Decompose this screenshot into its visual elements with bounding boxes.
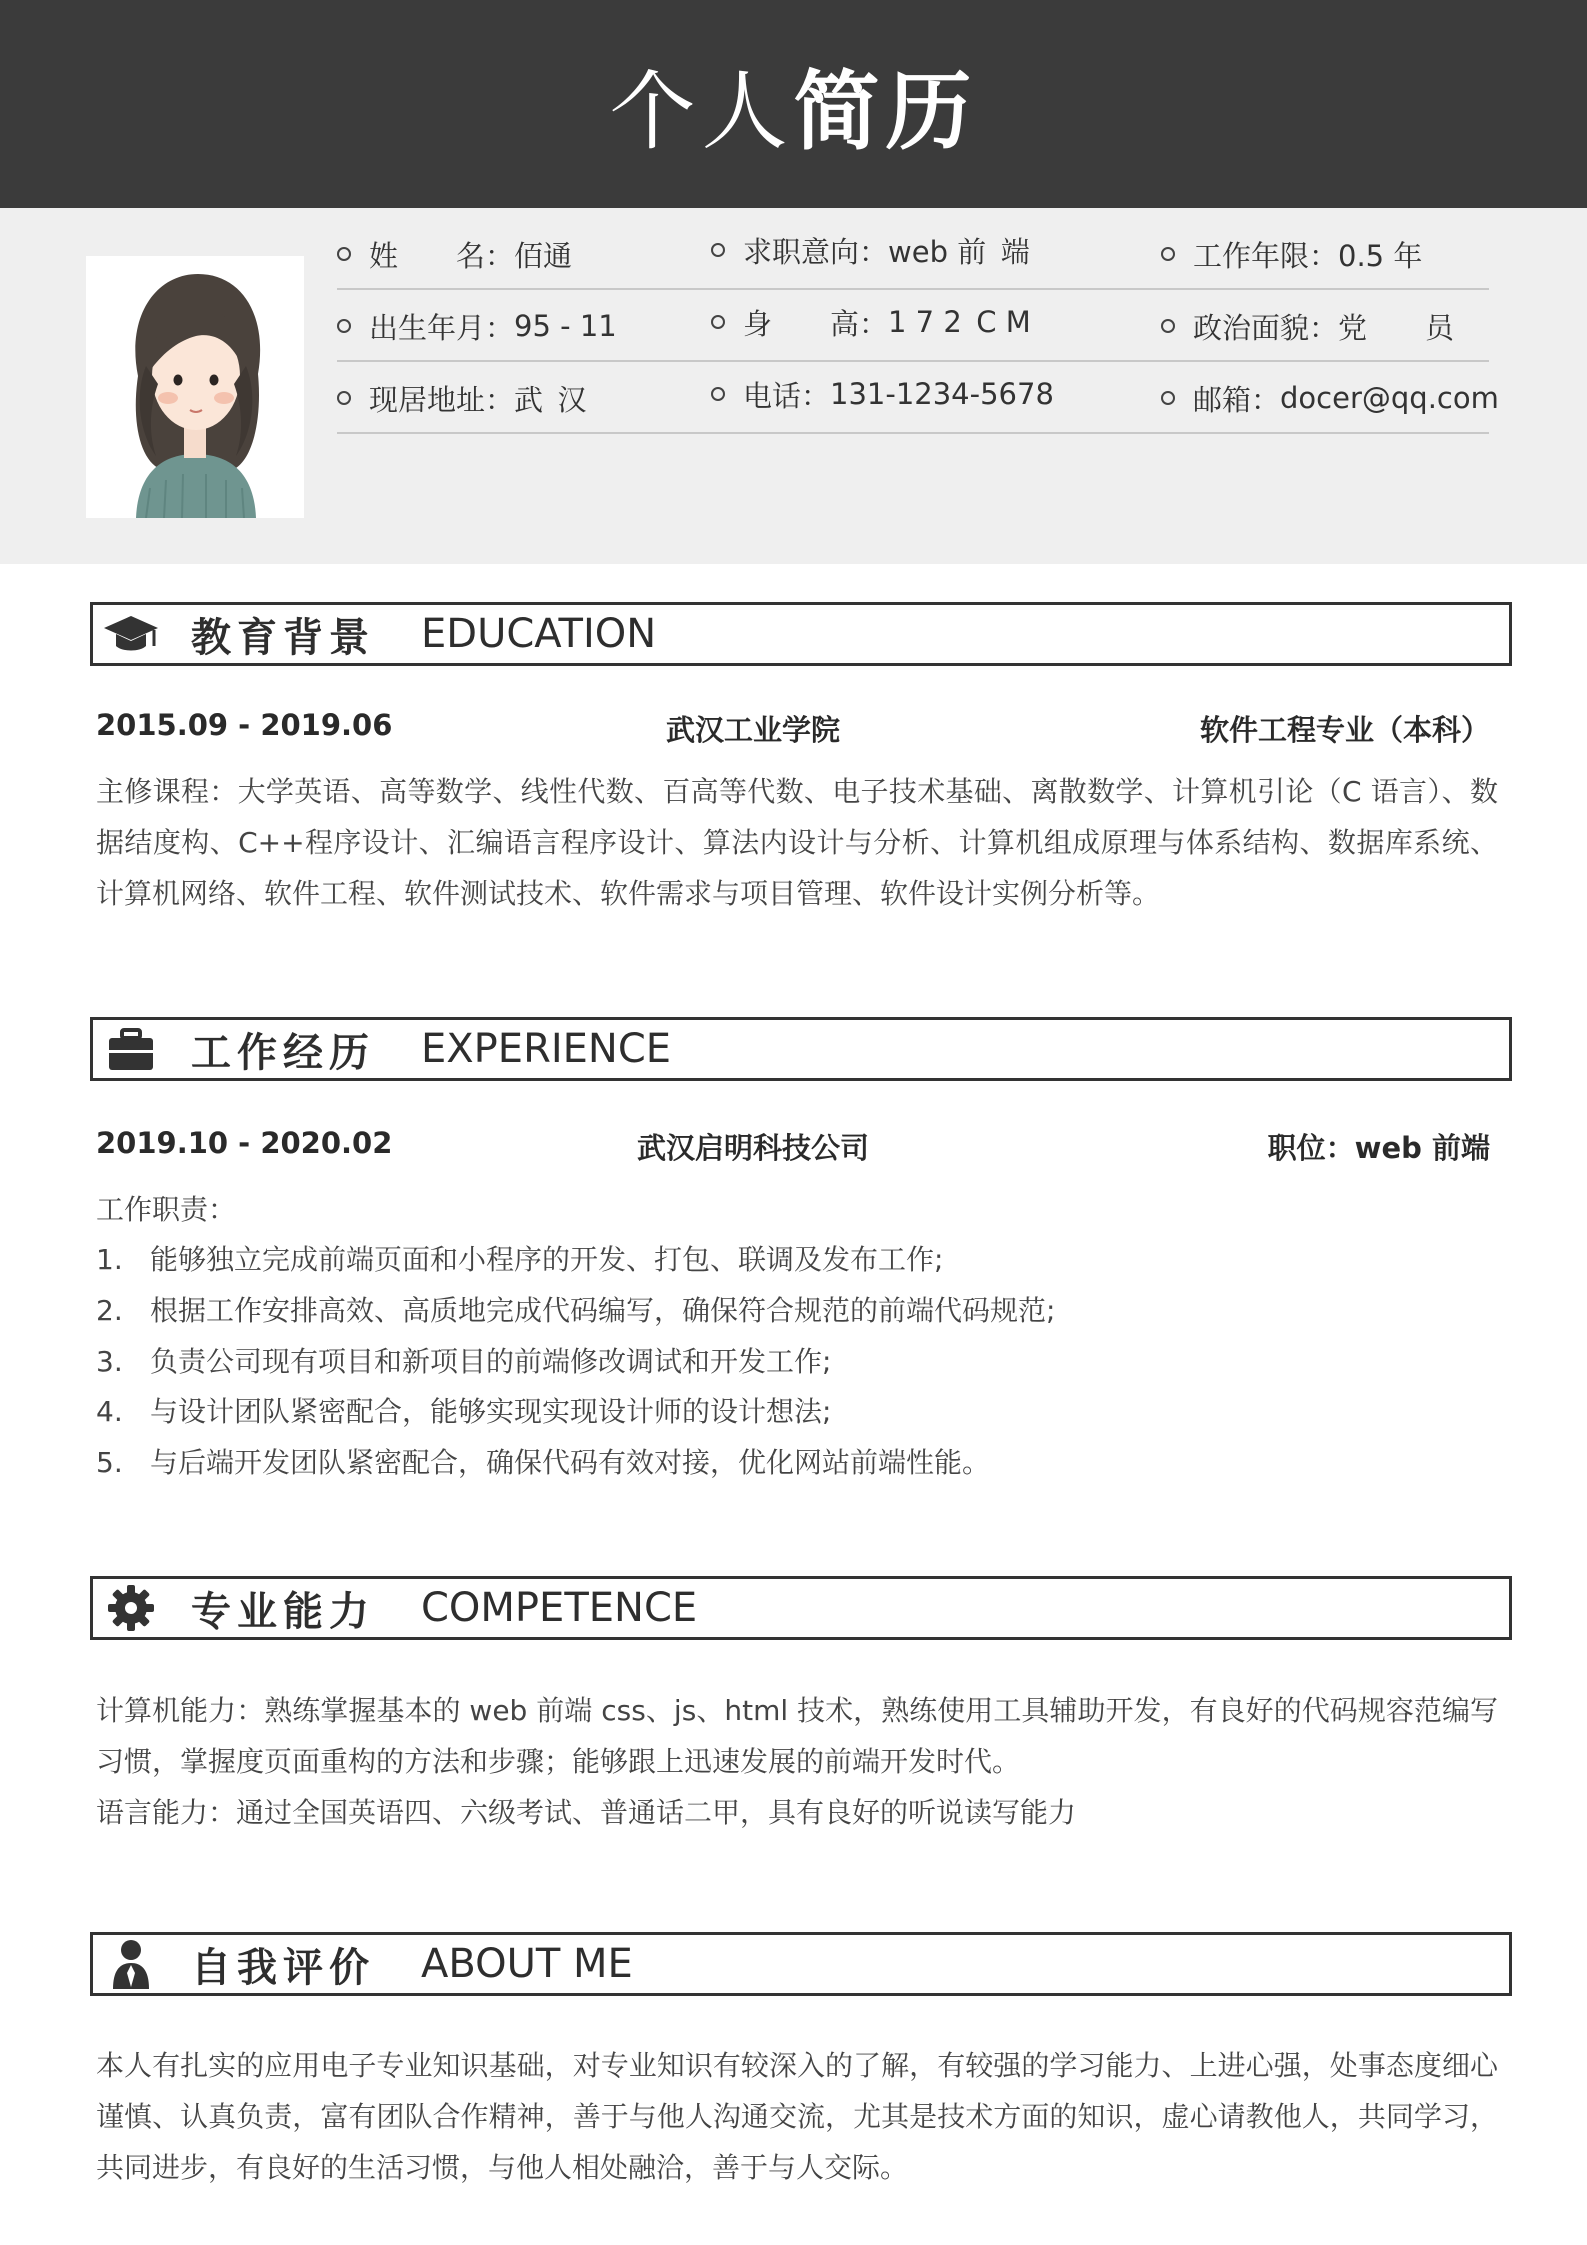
duty-number: 1. <box>96 1243 123 1276</box>
section-title-en: EDUCATION <box>421 611 657 657</box>
competence-header <box>90 1576 1512 1640</box>
section-title-cn: 工作经历 <box>191 1029 375 1076</box>
duty-item <box>96 1441 990 1481</box>
circle-bullet-icon <box>1161 247 1175 261</box>
info-label: 求职意向： <box>743 234 889 269</box>
circle-bullet-icon <box>337 391 351 405</box>
section-title-en: ABOUT ME <box>421 1941 633 1987</box>
duty-number: 5. <box>96 1446 123 1479</box>
duty-text: 与后端开发团队紧密配合，确保代码有效对接，优化网站前端性能。 <box>150 1446 991 1479</box>
section-title-cn: 自我评价 <box>191 1944 375 1991</box>
duty-text: 根据工作安排高效、高质地完成代码编写，确保符合规范的前端代码规范; <box>150 1294 1056 1327</box>
circle-bullet-icon <box>337 319 351 333</box>
graduation-cap-icon <box>99 605 163 663</box>
info-label: 电话： <box>743 378 831 413</box>
education-major: 软件工程专业（本科） <box>1199 713 1490 747</box>
avatar-illustration <box>86 256 304 518</box>
info-label: 姓 名： <box>369 238 515 273</box>
section-title-en: COMPETENCE <box>421 1585 698 1631</box>
avatar <box>86 256 304 518</box>
education-summary-row <box>96 708 1490 752</box>
duty-text: 负责公司现有项目和新项目的前端修改调试和开发工作; <box>150 1345 832 1378</box>
info-value: 0.5 年 <box>1338 238 1423 273</box>
info-birth <box>337 290 617 362</box>
duty-number: 4. <box>96 1395 123 1428</box>
experience-summary-row <box>96 1126 1490 1170</box>
info-value: docer@qq.com <box>1280 381 1499 415</box>
info-name <box>337 218 572 290</box>
circle-bullet-icon <box>1161 319 1175 333</box>
info-value: 131-1234-5678 <box>830 377 1054 411</box>
info-label: 工作年限： <box>1193 238 1339 273</box>
title-bold: 简历 <box>793 62 978 162</box>
info-label: 身 高： <box>743 306 889 341</box>
about-text: 本人有扎实的应用电子专业知识基础，对专业知识有较深入的了解，有较强的学习能力、上进心强，处事态度细心谨慎、认真负责，富有团队合作精神，善于与他人沟通交流，尤其是技术方面的知识，虚心请教他人，共同学习，共同进步，有良好的生活习惯，与他人相处融洽，善于与人交际。 <box>96 2049 1498 2184</box>
info-political <box>1161 290 1454 362</box>
duty-number: 3. <box>96 1345 123 1378</box>
about-header <box>90 1932 1512 1996</box>
info-value: 1 7 2 C M <box>888 305 1031 339</box>
briefcase-icon <box>99 1020 163 1078</box>
education-period: 2015.09 - 2019.06 <box>96 708 393 742</box>
education-header <box>90 602 1512 666</box>
info-label: 出生年月： <box>369 310 515 345</box>
title-light: 个人 <box>609 62 794 162</box>
info-value: 党 员 <box>1338 310 1455 345</box>
info-label: 政治面貌： <box>1193 310 1339 345</box>
education-courses: 主修课程：大学英语、高等数学、线性代数、百高等代数、电子技术基础、离散数学、计算机引论（C 语言）、数据结度构、C++程序设计、汇编语言程序设计、算法内设计与分析、计算机组成原理与体系结构、数据库系统、计算机网络、软件工程、软件测试技术、软件需求与项目管理、软件设计实例分析等。 <box>96 775 1498 910</box>
info-row-2 <box>337 290 1489 362</box>
info-label: 邮箱： <box>1193 382 1281 417</box>
circle-bullet-icon <box>711 315 725 329</box>
info-work-years <box>1161 218 1422 290</box>
info-height <box>711 286 1031 358</box>
duty-text: 与设计团队紧密配合，能够实现实现设计师的设计想法; <box>150 1395 832 1428</box>
info-value: 佰通 <box>514 238 573 273</box>
section-title-cn: 教育背景 <box>191 614 375 661</box>
info-phone <box>711 358 1054 430</box>
duty-item <box>96 1238 943 1278</box>
info-address <box>337 362 587 434</box>
circle-bullet-icon <box>1161 391 1175 405</box>
info-job-intent <box>711 214 1030 286</box>
duty-text: 能够独立完成前端页面和小程序的开发、打包、联调及发布工作; <box>150 1243 944 1276</box>
experience-position: 职位：web 前端 <box>1267 1131 1490 1165</box>
gear-icon <box>99 1579 163 1637</box>
duty-item <box>96 1289 1055 1329</box>
info-value: 95 - 11 <box>514 309 617 343</box>
duty-number: 2. <box>96 1294 123 1327</box>
circle-bullet-icon <box>711 243 725 257</box>
info-row-3 <box>337 362 1499 434</box>
person-icon <box>99 1935 163 1993</box>
info-row-1 <box>337 218 1489 290</box>
section-title-cn: 专业能力 <box>191 1588 375 1635</box>
profile-panel <box>0 208 1587 564</box>
info-email <box>1161 362 1499 434</box>
experience-header <box>90 1017 1512 1081</box>
duty-item <box>96 1390 831 1430</box>
info-label: 现居地址： <box>369 382 515 417</box>
section-title-en: EXPERIENCE <box>421 1026 672 1072</box>
page-title <box>0 0 1587 208</box>
education-school: 武汉工业学院 <box>665 713 840 747</box>
experience-company: 武汉启明科技公司 <box>636 1131 869 1165</box>
competence-computer: 计算机能力：熟练掌握基本的 web 前端 css、js、html 技术，熟练使用工具辅助开发，有良好的代码规容范编写习惯，掌握度页面重构的方法和步骤；能够跟上迅速发展的前端开发时代。 <box>96 1694 1498 1778</box>
experience-period: 2019.10 - 2020.02 <box>96 1126 393 1160</box>
info-value: web 前 端 <box>888 234 1030 269</box>
duty-item <box>96 1340 831 1380</box>
competence-language: 语言能力：通过全国英语四、六级考试、普通话二甲，具有良好的听说读写能力 <box>96 1796 1077 1829</box>
circle-bullet-icon <box>711 387 725 401</box>
info-value: 武 汉 <box>514 382 587 417</box>
duties-label: 工作职责： <box>96 1193 237 1226</box>
circle-bullet-icon <box>337 247 351 261</box>
